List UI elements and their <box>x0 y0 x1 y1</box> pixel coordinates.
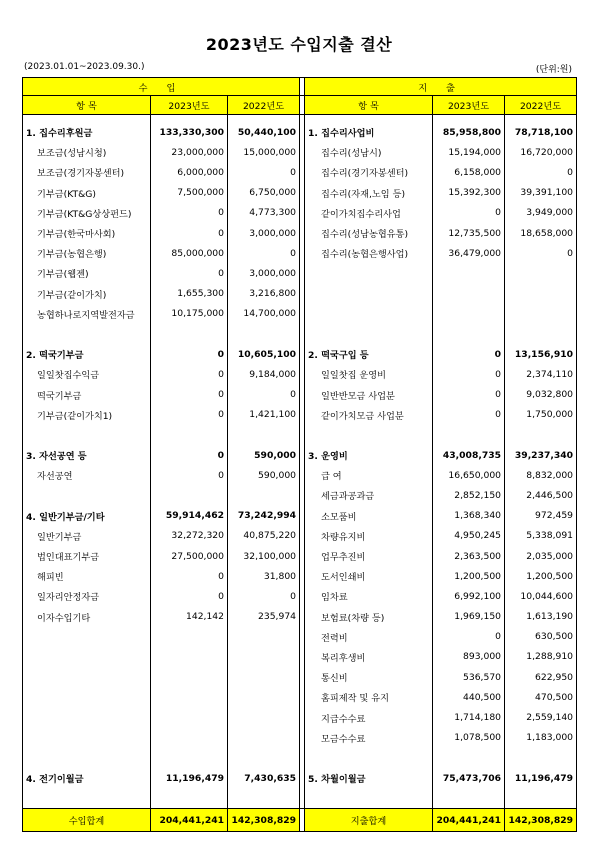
table-row <box>23 243 577 263</box>
income-value-2023: 27,500,000 <box>151 546 228 566</box>
income-item-label: 법인대표기부금 <box>23 546 151 566</box>
expense-item-label: 도서인쇄비 <box>305 566 433 586</box>
expense-value-2022: 2,446,500 <box>505 485 577 505</box>
expense-item-label: 5. 차월이월금 <box>305 768 433 788</box>
expense-item-label: 홈피제작 및 유지 <box>305 687 433 707</box>
income-value-2022 <box>228 788 300 809</box>
income-value-2023: 0 <box>151 344 228 364</box>
expense-value-2023: 4,950,245 <box>433 526 505 546</box>
table-row <box>23 284 577 304</box>
income-col-2022: 2022년도 <box>228 96 300 115</box>
expense-value-2023: 1,714,180 <box>433 707 505 727</box>
income-value-2023: 0 <box>151 203 228 223</box>
expense-value-2023: 15,392,300 <box>433 183 505 203</box>
income-value-2022 <box>228 687 300 707</box>
income-value-2023: 59,914,462 <box>151 506 228 526</box>
income-value-2023 <box>151 748 228 768</box>
income-value-2023: 0 <box>151 364 228 384</box>
expense-col-2022: 2022년도 <box>505 96 577 115</box>
expense-value-2022: 11,196,479 <box>505 768 577 788</box>
income-value-2023: 133,330,300 <box>151 122 228 142</box>
table-row <box>23 183 577 203</box>
income-header: 수 입 <box>23 78 300 96</box>
expense-value-2022: 2,035,000 <box>505 546 577 566</box>
expense-value-2022 <box>505 788 577 809</box>
income-value-2023: 85,000,000 <box>151 243 228 263</box>
expense-value-2023: 12,735,500 <box>433 223 505 243</box>
expense-item-label: 집수리(농협은행사업) <box>305 243 433 263</box>
income-value-2022: 0 <box>228 162 300 182</box>
income-item-label: 기부금(한국마사회) <box>23 223 151 243</box>
expense-item-label: 차량유지비 <box>305 526 433 546</box>
table-row <box>23 526 577 546</box>
income-item-label: 자선공연 <box>23 465 151 485</box>
expense-item-label <box>305 284 433 304</box>
expense-value-2023: 893,000 <box>433 647 505 667</box>
expense-value-2023: 2,852,150 <box>433 485 505 505</box>
expense-item-label: 모금수수료 <box>305 728 433 748</box>
expense-item-label: 급 여 <box>305 465 433 485</box>
income-value-2022 <box>228 485 300 505</box>
table-row <box>23 142 577 162</box>
expense-value-2023: 1,368,340 <box>433 506 505 526</box>
table-row <box>23 768 577 788</box>
income-value-2023: 0 <box>151 223 228 243</box>
income-value-2022: 0 <box>228 243 300 263</box>
table-row <box>23 647 577 667</box>
expense-value-2022 <box>505 304 577 324</box>
income-value-2023 <box>151 667 228 687</box>
total-expense-2023: 204,441,241 <box>433 809 505 832</box>
expense-item-label: 세금과공과금 <box>305 485 433 505</box>
table-row <box>23 586 577 606</box>
expense-value-2023: 16,650,000 <box>433 465 505 485</box>
income-value-2023: 0 <box>151 465 228 485</box>
expense-value-2023 <box>433 284 505 304</box>
table-row <box>23 627 577 647</box>
table-row <box>23 223 577 243</box>
income-value-2022: 9,184,000 <box>228 364 300 384</box>
income-value-2022: 15,000,000 <box>228 142 300 162</box>
section-header-row <box>23 78 577 96</box>
table-row <box>23 707 577 727</box>
expense-value-2023: 1,969,150 <box>433 607 505 627</box>
table-row <box>23 324 577 344</box>
income-item-label: 1. 집수리후원금 <box>23 122 151 142</box>
income-item-label <box>23 425 151 445</box>
expense-value-2023: 440,500 <box>433 687 505 707</box>
table-row <box>23 405 577 425</box>
income-item-label: 기부금(같이가치1) <box>23 405 151 425</box>
expense-value-2022: 39,391,100 <box>505 183 577 203</box>
income-value-2022 <box>228 667 300 687</box>
income-value-2023 <box>151 425 228 445</box>
income-item-label: 2. 떡국기부금 <box>23 344 151 364</box>
total-expense-2022: 142,308,829 <box>505 809 577 832</box>
column-header-row <box>23 96 577 115</box>
income-item-label: 기부금(KT&G상상펀드) <box>23 203 151 223</box>
totals-row <box>23 809 577 832</box>
income-value-2023 <box>151 687 228 707</box>
expense-item-label: 전력비 <box>305 627 433 647</box>
income-value-2022: 3,216,800 <box>228 284 300 304</box>
expense-value-2022: 39,237,340 <box>505 445 577 465</box>
table-row <box>23 162 577 182</box>
income-value-2023 <box>151 485 228 505</box>
expense-col-item: 항 목 <box>305 96 433 115</box>
income-item-label <box>23 748 151 768</box>
table-row <box>23 203 577 223</box>
table-row <box>23 445 577 465</box>
expense-value-2022: 0 <box>505 162 577 182</box>
expense-value-2023: 43,008,735 <box>433 445 505 465</box>
expense-value-2023: 536,570 <box>433 667 505 687</box>
income-value-2022: 40,875,220 <box>228 526 300 546</box>
income-value-2022: 0 <box>228 586 300 606</box>
expense-value-2022 <box>505 263 577 283</box>
expense-value-2022: 1,200,500 <box>505 566 577 586</box>
expense-item-label: 같이가치모금 사업분 <box>305 405 433 425</box>
income-value-2022 <box>228 627 300 647</box>
income-item-label: 4. 전기이월금 <box>23 768 151 788</box>
expense-value-2022: 1,750,000 <box>505 405 577 425</box>
income-value-2022: 73,242,994 <box>228 506 300 526</box>
income-value-2022: 31,800 <box>228 566 300 586</box>
income-value-2023 <box>151 647 228 667</box>
income-item-label <box>23 728 151 748</box>
expense-item-label <box>305 324 433 344</box>
expense-item-label: 업무추진비 <box>305 546 433 566</box>
expense-value-2023 <box>433 425 505 445</box>
spacer-row <box>23 115 577 123</box>
expense-item-label: 보험료(차량 등) <box>305 607 433 627</box>
income-value-2023: 0 <box>151 263 228 283</box>
income-value-2022 <box>228 728 300 748</box>
table-row <box>23 304 577 324</box>
income-value-2023 <box>151 627 228 647</box>
expense-value-2023: 0 <box>433 384 505 404</box>
income-value-2022 <box>228 425 300 445</box>
income-item-label: 이자수입기타 <box>23 607 151 627</box>
expense-value-2022: 8,832,000 <box>505 465 577 485</box>
expense-value-2022: 1,288,910 <box>505 647 577 667</box>
table-row <box>23 364 577 384</box>
expense-item-label: 1. 집수리사업비 <box>305 122 433 142</box>
expense-item-label: 통신비 <box>305 667 433 687</box>
expense-item-label: 집수리(성남시) <box>305 142 433 162</box>
expense-item-label: 2. 떡국구입 등 <box>305 344 433 364</box>
expense-value-2022 <box>505 324 577 344</box>
income-item-label <box>23 324 151 344</box>
expense-value-2022: 78,718,100 <box>505 122 577 142</box>
expense-item-label: 복리후생비 <box>305 647 433 667</box>
income-value-2022 <box>228 748 300 768</box>
expense-item-label: 소모품비 <box>305 506 433 526</box>
income-item-label: 일일찻집수익금 <box>23 364 151 384</box>
income-value-2022 <box>228 647 300 667</box>
expense-value-2023: 0 <box>433 364 505 384</box>
income-item-label: 농협하나로지역발전자금 <box>23 304 151 324</box>
expense-item-label <box>305 263 433 283</box>
income-item-label <box>23 485 151 505</box>
expense-value-2023 <box>433 263 505 283</box>
expense-value-2022: 13,156,910 <box>505 344 577 364</box>
expense-item-label: 3. 운영비 <box>305 445 433 465</box>
income-value-2023: 23,000,000 <box>151 142 228 162</box>
income-item-label <box>23 667 151 687</box>
table-row <box>23 465 577 485</box>
income-item-label: 일반기부금 <box>23 526 151 546</box>
expense-item-label: 집수리(자재,노임 등) <box>305 183 433 203</box>
income-col-2023: 2023년도 <box>151 96 228 115</box>
income-item-label: 떡국기부금 <box>23 384 151 404</box>
income-value-2022: 32,100,000 <box>228 546 300 566</box>
expense-value-2022: 0 <box>505 243 577 263</box>
expense-value-2022: 1,183,000 <box>505 728 577 748</box>
total-expense-label: 지출합계 <box>305 809 433 832</box>
expense-value-2023: 0 <box>433 344 505 364</box>
table-row <box>23 344 577 364</box>
income-item-label: 보조금(경기자봉센터) <box>23 162 151 182</box>
expense-value-2023: 2,363,500 <box>433 546 505 566</box>
expense-value-2023: 6,992,100 <box>433 586 505 606</box>
expense-item-label: 지급수수료 <box>305 707 433 727</box>
income-item-label <box>23 627 151 647</box>
table-row <box>23 607 577 627</box>
income-value-2022: 3,000,000 <box>228 263 300 283</box>
expense-value-2022: 1,613,190 <box>505 607 577 627</box>
expense-item-label: 일반반모금 사업분 <box>305 384 433 404</box>
income-value-2022: 1,421,100 <box>228 405 300 425</box>
income-value-2022: 590,000 <box>228 445 300 465</box>
income-col-item: 항 목 <box>23 96 151 115</box>
expense-item-label <box>305 425 433 445</box>
expense-value-2023: 0 <box>433 627 505 647</box>
table-row <box>23 384 577 404</box>
expense-value-2022: 16,720,000 <box>505 142 577 162</box>
page-title: 2023년도 수입지출 결산 <box>205 35 393 54</box>
table-row <box>23 728 577 748</box>
income-value-2023 <box>151 788 228 809</box>
expense-value-2022: 630,500 <box>505 627 577 647</box>
expense-value-2023: 75,473,706 <box>433 768 505 788</box>
income-value-2023: 6,000,000 <box>151 162 228 182</box>
table-row <box>23 546 577 566</box>
expense-value-2022: 622,950 <box>505 667 577 687</box>
table-row <box>23 667 577 687</box>
income-value-2023: 142,142 <box>151 607 228 627</box>
expense-value-2023: 1,200,500 <box>433 566 505 586</box>
expense-col-2023: 2023년도 <box>433 96 505 115</box>
settlement-table <box>22 77 577 832</box>
expense-value-2022: 10,044,600 <box>505 586 577 606</box>
income-item-label: 일자리안정자금 <box>23 586 151 606</box>
expense-value-2022 <box>505 748 577 768</box>
expense-value-2023 <box>433 748 505 768</box>
income-item-label: 기부금(웹젠) <box>23 263 151 283</box>
income-item-label: 기부금(KT&G) <box>23 183 151 203</box>
income-value-2023: 0 <box>151 405 228 425</box>
income-item-label: 해피빈 <box>23 566 151 586</box>
income-item-label <box>23 687 151 707</box>
income-value-2023: 0 <box>151 445 228 465</box>
income-item-label <box>23 707 151 727</box>
income-value-2022: 0 <box>228 384 300 404</box>
expense-value-2023: 0 <box>433 203 505 223</box>
income-value-2022: 10,605,100 <box>228 344 300 364</box>
expense-value-2022: 2,559,140 <box>505 707 577 727</box>
expense-value-2023: 85,958,800 <box>433 122 505 142</box>
income-value-2022: 7,430,635 <box>228 768 300 788</box>
expense-header: 지 출 <box>305 78 577 96</box>
expense-item-label <box>305 748 433 768</box>
table-row <box>23 263 577 283</box>
income-value-2022: 4,773,300 <box>228 203 300 223</box>
expense-value-2023: 1,078,500 <box>433 728 505 748</box>
total-income-2022: 142,308,829 <box>228 809 300 832</box>
expense-value-2023: 6,158,000 <box>433 162 505 182</box>
expense-item-label: 집수리(성남농협유통) <box>305 223 433 243</box>
income-value-2023: 0 <box>151 384 228 404</box>
expense-value-2022: 470,500 <box>505 687 577 707</box>
income-value-2022: 6,750,000 <box>228 183 300 203</box>
income-value-2023: 1,655,300 <box>151 284 228 304</box>
income-value-2022 <box>228 324 300 344</box>
total-income-2023: 204,441,241 <box>151 809 228 832</box>
total-income-label: 수입합계 <box>23 809 151 832</box>
expense-value-2023 <box>433 304 505 324</box>
expense-value-2022: 9,032,800 <box>505 384 577 404</box>
expense-value-2023: 36,479,000 <box>433 243 505 263</box>
income-value-2022 <box>228 707 300 727</box>
income-value-2022: 50,440,100 <box>228 122 300 142</box>
expense-value-2022: 18,658,000 <box>505 223 577 243</box>
table-row <box>23 566 577 586</box>
expense-value-2023 <box>433 788 505 809</box>
expense-item-label: 임차료 <box>305 586 433 606</box>
income-value-2022: 3,000,000 <box>228 223 300 243</box>
income-item-label <box>23 788 151 809</box>
expense-value-2022: 2,374,110 <box>505 364 577 384</box>
income-value-2023 <box>151 324 228 344</box>
income-item-label <box>23 647 151 667</box>
expense-value-2022: 3,949,000 <box>505 203 577 223</box>
unit-label: (단위:원) <box>535 65 572 75</box>
expense-value-2023: 0 <box>433 405 505 425</box>
income-item-label: 보조금(성남시청) <box>23 142 151 162</box>
expense-item-label: 일일찻집 운영비 <box>305 364 433 384</box>
expense-value-2023: 15,194,000 <box>433 142 505 162</box>
expense-value-2022 <box>505 284 577 304</box>
expense-value-2023 <box>433 324 505 344</box>
income-value-2023: 32,272,320 <box>151 526 228 546</box>
income-item-label: 3. 자선공연 등 <box>23 445 151 465</box>
table-row <box>23 748 577 768</box>
income-value-2022: 14,700,000 <box>228 304 300 324</box>
income-item-label: 기부금(농협은행) <box>23 243 151 263</box>
expense-item-label: 집수리(경기자봉센터) <box>305 162 433 182</box>
income-value-2023 <box>151 707 228 727</box>
expense-value-2022 <box>505 425 577 445</box>
income-value-2023: 11,196,479 <box>151 768 228 788</box>
income-value-2022: 590,000 <box>228 465 300 485</box>
income-value-2023: 7,500,000 <box>151 183 228 203</box>
expense-item-label: 같이가치집수리사업 <box>305 203 433 223</box>
table-row <box>23 506 577 526</box>
expense-value-2022: 5,338,091 <box>505 526 577 546</box>
income-item-label: 4. 일반기부금/기타 <box>23 506 151 526</box>
table-row <box>23 485 577 505</box>
expense-value-2022: 972,459 <box>505 506 577 526</box>
table-row <box>23 788 577 809</box>
table-row <box>23 122 577 142</box>
income-value-2023 <box>151 728 228 748</box>
period-label: (2023.01.01~2023.09.30.) <box>24 62 145 72</box>
income-value-2023: 0 <box>151 566 228 586</box>
expense-item-label <box>305 788 433 809</box>
income-value-2023: 10,175,000 <box>151 304 228 324</box>
table-row <box>23 425 577 445</box>
expense-item-label <box>305 304 433 324</box>
income-item-label: 기부금(같이가치) <box>23 284 151 304</box>
income-value-2022: 235,974 <box>228 607 300 627</box>
income-value-2023: 0 <box>151 586 228 606</box>
table-row <box>23 687 577 707</box>
